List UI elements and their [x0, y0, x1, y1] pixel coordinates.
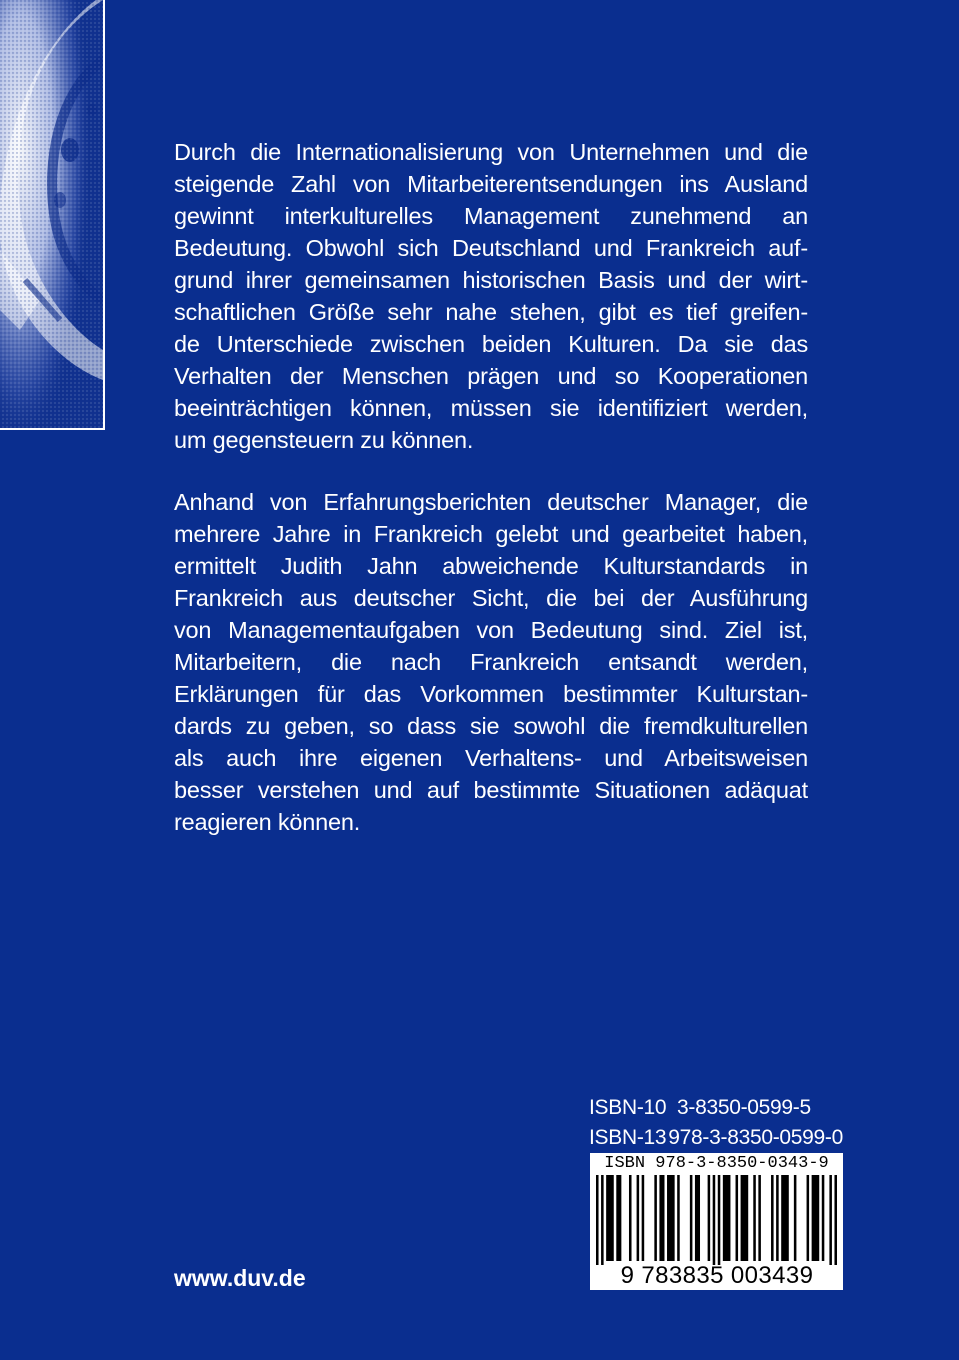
text-line: de Unterschiede zwischen beiden Kulturen. Da sie das [174, 331, 808, 357]
text-line: Bedeutung. Obwohl sich Deutschland und Frankreich auf- [174, 235, 808, 261]
barcode-bar [690, 1175, 693, 1261]
text-line: Anhand von Erfahrungsberichten deutscher Manager, die [174, 489, 808, 515]
text-line: besser verstehen und auf bestimmte Situationen adäquat [174, 777, 808, 803]
text-line: Verhalten der Menschen prägen und so Kooperationen [174, 363, 808, 389]
barcode-bar [807, 1175, 810, 1261]
barcode-bar [629, 1175, 632, 1261]
text-line: grund ihrer gemeinsamen historischen Basis und der wirt- [174, 267, 808, 293]
barcode-bars [596, 1175, 837, 1265]
text-line: beeinträchtigen können, müssen sie identifiziert werden, [174, 395, 808, 421]
barcode-bar [642, 1175, 645, 1261]
text-line: mehrere Jahre in Frankreich gelebt und gearbeitet haben, [174, 521, 808, 547]
text-line: dards zu geben, so dass sie sowohl die fremdkulturellen [174, 713, 808, 739]
barcode-bar [677, 1175, 680, 1261]
barcode-bar [753, 1175, 756, 1261]
text-line: reagieren können. [174, 809, 361, 835]
barcode-bar [606, 1175, 614, 1261]
barcode-bar [654, 1175, 657, 1261]
barcode-bar [812, 1175, 820, 1261]
barcode-bar [834, 1175, 837, 1265]
description-paragraph-1 [174, 136, 808, 456]
isbn-10-value: 3-8350-0599-5 [677, 1096, 811, 1119]
barcode-isbn-text: ISBN 978-3-8350-0343-9 [604, 1154, 829, 1173]
barcode-bar [713, 1175, 716, 1265]
text-line: von Managementaufgaben von Bedeutung sind. Ziel ist, [174, 617, 808, 643]
text-line: steigende Zahl von Mitarbeiterentsendungen ins Ausland [174, 171, 808, 197]
barcode-bar [723, 1175, 731, 1261]
barcode-bar [781, 1175, 789, 1261]
text-line: ermittelt Judith Jahn abweichende Kulturstandards in [174, 553, 808, 579]
barcode-bar [601, 1175, 604, 1265]
cover-photo-strip [0, 0, 105, 430]
isbn-10-line [589, 1093, 843, 1123]
barcode-bar [667, 1175, 675, 1261]
barcode-bar [596, 1175, 599, 1265]
isbn-10-label: ISBN-10 [589, 1096, 667, 1119]
publisher-website: www.duv.de [174, 1265, 306, 1291]
barcode-bar [736, 1175, 739, 1261]
barcode-bar [695, 1175, 700, 1261]
barcode-bar [616, 1175, 621, 1261]
text-line: schaftlichen Größe sehr nahe stehen, gibt es tief greifen- [174, 299, 808, 325]
barcode-bar [637, 1175, 640, 1261]
barcode-bar [708, 1175, 711, 1261]
barcode-bar [718, 1175, 721, 1265]
barcode-bar [758, 1175, 761, 1261]
text-line: um gegensteuern zu können. [174, 427, 474, 453]
text-line: als auch ihre eigenen Verhaltens- und Arbeitsweisen [174, 745, 808, 771]
text-line: Mitarbeitern, die nach Frankreich entsandt werden, [174, 649, 808, 675]
barcode-bar [776, 1175, 779, 1261]
barcode-bar [794, 1175, 797, 1261]
barcode-label [590, 1153, 843, 1290]
text-line: Erklärungen für das Vorkommen bestimmter Kulturstan- [174, 681, 808, 707]
description-paragraph-2 [174, 486, 808, 838]
text-line: Durch die Internationalisierung von Unternehmen und die [174, 139, 808, 165]
text-line: gewinnt interkulturelles Management zunehmend an [174, 203, 808, 229]
isbn-block [589, 1093, 843, 1153]
text-line: Frankreich aus deutscher Sicht, die bei der Ausführung [174, 585, 808, 611]
isbn-13-line [589, 1123, 843, 1153]
barcode-bar [829, 1175, 832, 1265]
barcode-digits: 9 783835 003439 [620, 1262, 814, 1289]
wheel-photo-image [0, 0, 103, 428]
isbn-13-value: 978-3-8350-0599-0 [668, 1126, 843, 1149]
isbn-13-label: ISBN-13 [589, 1126, 667, 1149]
barcode-bar [741, 1175, 749, 1261]
barcode-bar [771, 1175, 774, 1261]
barcode-bar [659, 1175, 664, 1261]
barcode-bar [822, 1175, 825, 1261]
